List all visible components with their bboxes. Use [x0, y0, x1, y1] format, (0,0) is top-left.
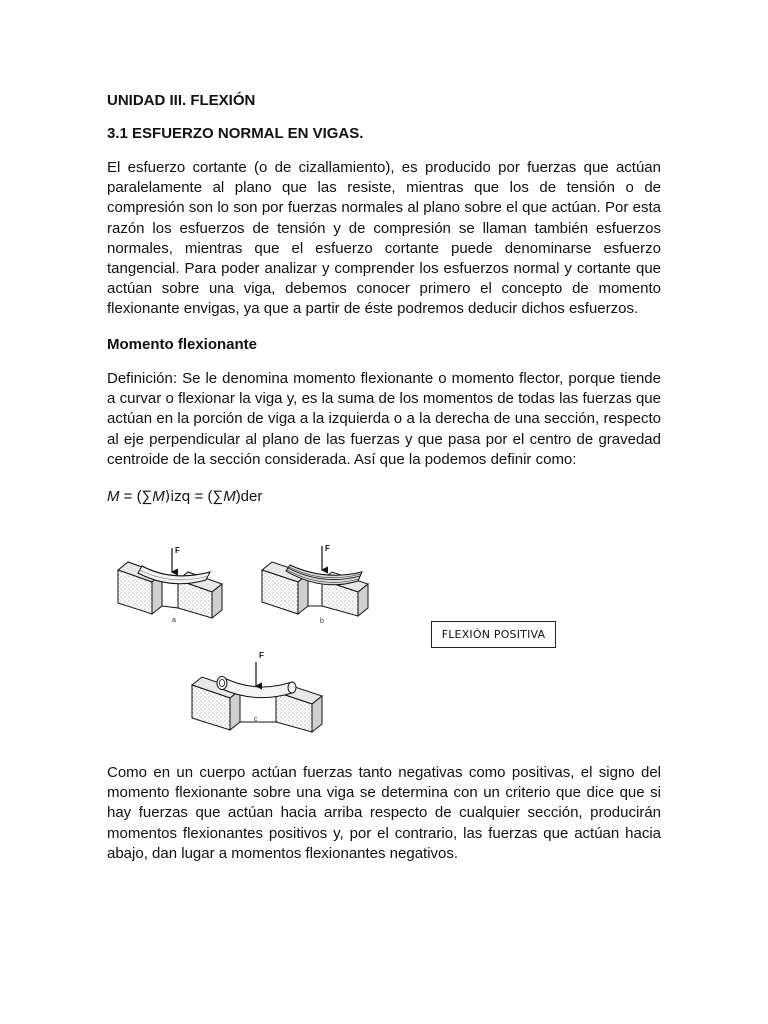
paragraph-definition: Definición: Se le denomina momento flexionante o momento flector, porque tiende a curvar o flexionar la viga y, es la suma de los momentos de todas las fuerzas que actúan en la porción de viga a la izquierda o a la derecha de una sección, respecto al eje perpendicular al plano de las fuerzas y que pasa por el centro de gravedad centroide de la sección considerada. Así que la podemos definir como:: [107, 370, 661, 468]
force-label-b: F: [325, 544, 330, 553]
force-label-a: F: [175, 546, 180, 555]
formula-der: )der: [235, 488, 263, 505]
paragraph-shear-stress: El esfuerzo cortante (o de cizallamiento), es producido por fuerzas que actúan paralelamente al plano que las resiste, mientras que los de tensión o de compresión son lo son por fuerzas normales al plano sobre el que actúan. Por esta razón los esfuerzos de tensión y de compresión se llaman también esfuerzos normales, mientras que el esfuerzo cortante puede denominarse esfuerzo tangencial. Para poder analizar y comprender los esfuerzos normal y cortante que actúan sobre una viga, debemos conocer primero el concepto de momento flexionante envigas, ya que a partir de éste podremos deducir dichos esfuerzos.: [107, 159, 661, 318]
figure-label-c: c: [254, 716, 258, 723]
formula-symbol-m-left: M: [152, 488, 165, 505]
unit-title: UNIDAD III. FLEXIÓN: [107, 92, 256, 109]
figure-label-a: a: [172, 617, 176, 624]
positive-bending-caption-box: [431, 621, 556, 648]
positive-bending-caption: FLEXIÓN POSITIVA: [441, 628, 546, 641]
formula-symbol-m: M: [107, 488, 120, 505]
formula-izq: )izq: [164, 489, 191, 505]
formula-symbol-m-right: M: [223, 488, 236, 505]
section-title: 3.1 ESFUERZO NORMAL EN VIGAS.: [107, 125, 364, 142]
figure-label-b: b: [320, 618, 324, 625]
formula-part: = (∑: [119, 488, 153, 505]
formula-part: = (∑: [190, 488, 224, 505]
bending-moment-formula: [107, 487, 262, 507]
force-label-c: F: [259, 651, 264, 660]
figure-b-group: [262, 546, 368, 616]
figure-c-group: [192, 662, 322, 732]
paragraph-sign-convention: Como en un cuerpo actúan fuerzas tanto negativas como positivas, el signo del momento flexionante sobre una viga se determina con un criterio que dice que si hay fuerzas que actúan hacia arriba respecto de cualquier sección, producirán momentos flexionantes positivos y, por el contrario, las fuerzas que actúan hacia abajo, dan lugar a momentos flexionantes negativos.: [107, 764, 661, 862]
figure-a-group: [118, 548, 222, 618]
subheading-bending-moment: Momento flexionante: [107, 336, 258, 353]
